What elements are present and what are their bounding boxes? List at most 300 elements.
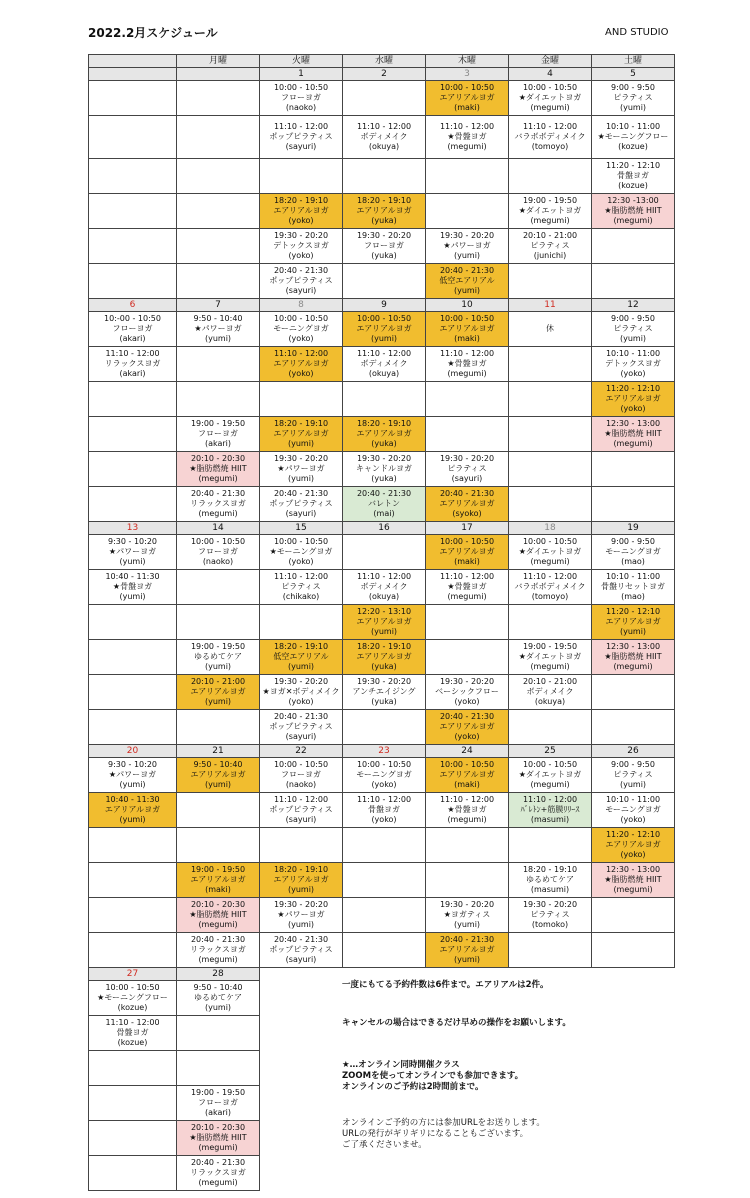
slot-row	[89, 347, 675, 382]
class-name: ★脂肪燃焼 HIIT	[189, 910, 247, 919]
empty-cell	[177, 793, 260, 828]
class-name: ★パワーヨガ	[277, 464, 325, 473]
date-cell: 3	[426, 68, 509, 81]
empty-cell	[509, 347, 592, 382]
class-instructor: (yoko)	[288, 369, 314, 378]
slot-row	[89, 535, 675, 570]
class-instructor: (mao)	[621, 592, 645, 601]
class-time: 9:50 - 10:40	[193, 983, 243, 992]
class-name: ★脂肪燃焼 HIIT	[604, 206, 662, 215]
class-cell	[509, 570, 592, 605]
empty-cell	[509, 417, 592, 452]
class-name: ★モーニングフロー	[597, 132, 669, 141]
class-time: 18:20 - 19:10	[356, 419, 412, 428]
class-cell	[177, 1156, 260, 1191]
class-time: 19:30 - 20:20	[356, 231, 412, 240]
class-time: 19:30 - 20:20	[439, 677, 495, 686]
class-instructor: (megumi)	[198, 474, 238, 483]
class-instructor: (junichi)	[533, 251, 567, 260]
class-cell	[592, 194, 675, 229]
class-cell	[592, 81, 675, 116]
empty-cell	[89, 417, 177, 452]
class-time: 20:10 - 21:00	[522, 677, 578, 686]
class-time: 10:00 - 10:50	[356, 314, 412, 323]
class-instructor: (yoko)	[620, 369, 646, 378]
class-instructor: (yumi)	[619, 780, 647, 789]
class-name: エアリアルヨガ	[439, 722, 495, 731]
class-cell	[260, 758, 343, 793]
slot-row	[89, 382, 675, 417]
slot-row	[89, 487, 675, 522]
class-time: 20:40 - 21:30	[273, 712, 329, 721]
class-instructor: (yoko)	[288, 697, 314, 706]
class-name: モーニングヨガ	[605, 805, 661, 814]
class-name: ★パワーヨガ	[443, 241, 491, 250]
class-instructor: (megumi)	[613, 662, 653, 671]
empty-cell	[343, 898, 426, 933]
class-cell	[509, 675, 592, 710]
notes-panel	[260, 968, 675, 1178]
empty-cell	[592, 452, 675, 487]
class-cell	[592, 605, 675, 640]
class-instructor: (mao)	[621, 557, 645, 566]
class-name: エアリアルヨガ	[605, 394, 661, 403]
class-instructor: (okuya)	[368, 369, 400, 378]
class-time: 19:30 - 20:20	[273, 900, 329, 909]
empty-cell	[426, 159, 509, 194]
class-time: 11:10 - 12:00	[356, 572, 412, 581]
class-time: 19:00 - 19:50	[522, 642, 578, 651]
class-time: 10:00 - 10:50	[190, 537, 246, 546]
class-cell	[260, 535, 343, 570]
url-note-2: URLの発行がギリギリになることもございます。	[342, 1129, 529, 1139]
class-cell	[260, 229, 343, 264]
class-time: 20:10 - 20:30	[190, 900, 246, 909]
empty-cell	[177, 116, 260, 159]
class-time: 10:40 - 11:30	[105, 572, 160, 581]
class-instructor: (naoko)	[285, 103, 317, 112]
date-cell: 15	[260, 522, 343, 535]
empty-cell	[177, 1051, 260, 1086]
class-instructor: (megumi)	[198, 920, 238, 929]
class-cell	[89, 758, 177, 793]
class-time: 19:30 - 20:20	[273, 677, 329, 686]
class-time: 11:10 - 12:00	[439, 795, 495, 804]
empty-cell	[343, 264, 426, 299]
class-time: 18:20 - 19:10	[273, 865, 329, 874]
class-time: 20:40 - 21:30	[439, 712, 495, 721]
class-cell	[343, 487, 426, 522]
class-cell	[177, 452, 260, 487]
slot-row	[89, 898, 675, 933]
class-name: ピラティス	[613, 770, 653, 779]
empty-cell	[509, 710, 592, 745]
class-instructor: (megumi)	[447, 142, 487, 151]
class-time: 10:00 - 10:50	[439, 83, 495, 92]
class-name: エアリアルヨガ	[273, 429, 329, 438]
class-time: 19:30 - 20:20	[273, 454, 329, 463]
empty-cell	[592, 264, 675, 299]
class-name: フローヨガ	[281, 770, 321, 779]
class-cell	[89, 347, 177, 382]
class-name: バレトン	[368, 499, 400, 508]
class-instructor: (yuka)	[371, 216, 397, 225]
class-cell	[343, 640, 426, 675]
class-time: 19:30 - 20:20	[356, 454, 412, 463]
date-cell: 10	[426, 299, 509, 312]
class-instructor: (yumi)	[204, 697, 232, 706]
class-name: ボディメイク	[360, 582, 408, 591]
class-name: ★ダイエットヨガ	[518, 770, 582, 779]
empty-cell	[509, 828, 592, 863]
class-instructor: (okuya)	[534, 697, 566, 706]
class-instructor: (kozue)	[117, 1003, 148, 1012]
class-time: 11:10 - 12:00	[273, 572, 329, 581]
class-instructor: (sayuri)	[285, 286, 317, 295]
class-cell	[89, 570, 177, 605]
slot-row	[89, 312, 675, 347]
class-time: 18:20 - 19:10	[356, 642, 412, 651]
class-instructor: (yuka)	[371, 662, 397, 671]
class-instructor: (megumi)	[613, 439, 653, 448]
class-name: アンチエイジング	[352, 687, 416, 696]
slot-row	[89, 116, 675, 159]
class-instructor: (yumi)	[370, 627, 398, 636]
class-name: ﾊﾞﾚﾄﾝ+筋膜ﾘﾘｰｽ	[520, 805, 580, 814]
class-time: 11:10 - 12:00	[522, 795, 578, 804]
class-cell	[343, 605, 426, 640]
empty-cell	[426, 863, 509, 898]
empty-cell	[509, 382, 592, 417]
class-name: リラックスヨガ	[104, 359, 161, 368]
class-name: 低空エアリアル	[273, 652, 329, 661]
class-name: エアリアルヨガ	[439, 547, 495, 556]
empty-cell	[592, 898, 675, 933]
slot-row	[89, 828, 675, 863]
class-instructor: (naoko)	[202, 557, 234, 566]
class-instructor: (maki)	[454, 780, 480, 789]
reservation-limit-note: 一度にもてる予約件数は6件まで。エアリアルは2件。	[342, 980, 549, 990]
class-instructor: (maki)	[205, 885, 231, 894]
class-time: 20:10 - 20:30	[190, 1123, 246, 1132]
class-time: 19:30 - 20:20	[439, 231, 495, 240]
weekday-header-cell: 水曜	[343, 55, 426, 68]
class-instructor: (kozue)	[618, 181, 648, 190]
empty-cell	[89, 863, 177, 898]
class-name: エアリアルヨガ	[439, 93, 495, 102]
class-time: 11:10 - 12:00	[356, 349, 412, 358]
date-cell: 23	[343, 745, 426, 758]
empty-cell	[260, 382, 343, 417]
class-cell	[426, 793, 509, 828]
empty-cell	[177, 264, 260, 299]
class-name: エアリアルヨガ	[439, 770, 495, 779]
class-instructor: (yumi)	[204, 1003, 232, 1012]
class-time: 10:00 - 10:50	[439, 537, 495, 546]
empty-cell	[177, 605, 260, 640]
class-cell	[509, 116, 592, 159]
empty-cell	[177, 194, 260, 229]
class-cell	[592, 116, 675, 159]
class-instructor: (megumi)	[530, 103, 570, 112]
class-name: ★骨盤ヨガ	[112, 582, 153, 591]
empty-cell	[89, 487, 177, 522]
schedule-table	[88, 54, 675, 1191]
class-name: フローヨガ	[112, 324, 153, 333]
class-instructor: (maki)	[454, 557, 480, 566]
empty-cell	[89, 1156, 177, 1191]
class-name: ゆるめてケア	[194, 652, 242, 661]
class-name: ★脂肪燃焼 HIIT	[604, 875, 662, 884]
date-row	[89, 522, 675, 535]
slot-row	[89, 264, 675, 299]
class-name: エアリアルヨガ	[356, 652, 412, 661]
class-cell	[89, 793, 177, 828]
class-time: 19:00 - 19:50	[190, 865, 246, 874]
class-time: 19:30 - 20:20	[439, 454, 495, 463]
class-time: 20:40 - 21:30	[273, 935, 329, 944]
date-cell: 5	[592, 68, 675, 81]
class-instructor: (yumi)	[204, 662, 232, 671]
slot-row	[89, 863, 675, 898]
slot-row	[89, 81, 675, 116]
class-instructor: (naoko)	[285, 780, 317, 789]
class-time: 10:10 - 11:00	[605, 349, 661, 358]
class-name: ベーシックフロー	[435, 687, 499, 696]
class-cell	[177, 487, 260, 522]
class-cell	[509, 793, 592, 828]
empty-cell	[177, 828, 260, 863]
url-note-1: オンラインご予約の方には参加URLをお送りします。	[342, 1118, 545, 1128]
empty-cell	[89, 933, 177, 968]
date-row	[89, 745, 675, 758]
class-time: 9:30 - 10:20	[108, 760, 157, 769]
class-name: ボディメイク	[526, 687, 574, 696]
class-instructor: (okuya)	[368, 592, 400, 601]
class-cell	[343, 116, 426, 159]
class-name: ピラティス	[447, 464, 487, 473]
class-cell	[343, 194, 426, 229]
class-time: 10:00 - 10:50	[522, 83, 578, 92]
slot-row	[89, 194, 675, 229]
slot-row	[89, 570, 675, 605]
empty-cell	[89, 229, 177, 264]
class-name: エアリアルヨガ	[605, 617, 661, 626]
class-cell	[260, 793, 343, 828]
class-instructor: (chikako)	[282, 592, 320, 601]
class-time: 11:10 - 12:00	[439, 349, 495, 358]
class-time: 20:10 - 21:00	[522, 231, 578, 240]
class-instructor: (sayuri)	[285, 955, 317, 964]
class-time: 11:10 - 12:00	[105, 1018, 160, 1027]
date-cell: 19	[592, 522, 675, 535]
class-instructor: (yumi)	[119, 815, 146, 824]
class-name: リラックスヨガ	[190, 499, 246, 508]
empty-cell	[343, 159, 426, 194]
class-instructor: (syoko)	[452, 509, 482, 518]
class-cell	[509, 898, 592, 933]
class-cell	[426, 81, 509, 116]
class-cell	[426, 710, 509, 745]
class-instructor: (yumi)	[119, 592, 146, 601]
class-time: 11:20 - 12:10	[605, 384, 661, 393]
class-instructor: (megumi)	[447, 815, 487, 824]
empty-cell	[89, 1086, 177, 1121]
class-name: ★パワーヨガ	[108, 547, 157, 556]
class-cell	[426, 347, 509, 382]
class-time: 10:00 - 10:50	[273, 760, 329, 769]
class-name: ゆるめてケア	[526, 875, 574, 884]
class-time: 20:40 - 21:30	[190, 489, 246, 498]
online-deadline-note: オンラインのご予約は2時間前まで。	[342, 1082, 484, 1092]
slot-row	[89, 933, 675, 968]
class-time: 11:10 - 12:00	[273, 122, 329, 131]
class-name: デトックスヨガ	[605, 359, 661, 368]
class-name: エアリアルヨガ	[190, 875, 246, 884]
class-time: 9:00 - 9:50	[611, 760, 655, 769]
class-cell	[177, 640, 260, 675]
class-cell	[426, 758, 509, 793]
class-time: 9:00 - 9:50	[611, 314, 655, 323]
class-cell	[592, 828, 675, 863]
class-time: 11:10 - 12:00	[439, 572, 495, 581]
empty-cell	[426, 640, 509, 675]
empty-cell	[592, 675, 675, 710]
class-name: エアリアルヨガ	[356, 206, 412, 215]
class-instructor: (yoko)	[620, 815, 646, 824]
class-time: 9:50 - 10:40	[193, 314, 243, 323]
class-time: 12:30 - 13:00	[605, 865, 661, 874]
class-name: ★脂肪燃焼 HIIT	[604, 652, 662, 661]
class-time: 9:30 - 10:20	[108, 537, 157, 546]
class-name: エアリアルヨガ	[439, 499, 495, 508]
date-cell: 17	[426, 522, 509, 535]
class-cell	[426, 116, 509, 159]
class-cell	[426, 452, 509, 487]
class-name: ★ダイエットヨガ	[518, 206, 582, 215]
class-instructor: (yoko)	[288, 557, 314, 566]
empty-cell	[509, 487, 592, 522]
class-name: エアリアルヨガ	[104, 805, 161, 814]
notes-cell	[260, 968, 675, 1191]
class-cell	[592, 863, 675, 898]
class-name: ポップピラティス	[269, 276, 333, 285]
class-instructor: (yumi)	[287, 662, 315, 671]
class-name: リラックスヨガ	[190, 945, 246, 954]
slot-row	[89, 675, 675, 710]
slot-row	[89, 640, 675, 675]
class-instructor: (megumi)	[447, 592, 487, 601]
class-cell	[177, 675, 260, 710]
class-cell	[592, 312, 675, 347]
class-name: ★骨盤ヨガ	[447, 805, 487, 814]
class-time: 12:30 - 13:00	[605, 642, 661, 651]
class-name: エアリアルヨガ	[605, 840, 661, 849]
slot-row	[89, 793, 675, 828]
class-instructor: (megumi)	[613, 885, 653, 894]
class-cell	[89, 312, 177, 347]
class-cell	[260, 417, 343, 452]
class-instructor: (yumi)	[119, 557, 146, 566]
class-time: 10:00 - 10:50	[522, 760, 578, 769]
class-name: ピラティス	[613, 93, 653, 102]
class-name: 骨盤リセットヨガ	[601, 582, 665, 591]
class-instructor: (sayuri)	[451, 474, 483, 483]
empty-cell	[177, 347, 260, 382]
class-time: 12:30 -13:00	[607, 196, 659, 205]
date-cell: 21	[177, 745, 260, 758]
class-instructor: (megumi)	[447, 369, 487, 378]
date-cell: 27	[89, 968, 177, 981]
class-time: 20:40 - 21:30	[190, 935, 246, 944]
class-instructor: (megumi)	[198, 1178, 238, 1187]
empty-cell	[426, 417, 509, 452]
class-name: ポップピラティス	[269, 805, 333, 814]
class-time: 11:10 - 12:00	[356, 122, 412, 131]
page-title: 2022.2月スケジュール	[88, 26, 218, 40]
weekday-header-cell: 土曜	[592, 55, 675, 68]
empty-cell	[509, 605, 592, 640]
class-name: エアリアルヨガ	[356, 324, 412, 333]
date-cell	[177, 68, 260, 81]
empty-cell	[343, 828, 426, 863]
class-cell	[260, 194, 343, 229]
class-time: 18:20 - 19:10	[273, 419, 329, 428]
class-time: 9:00 - 9:50	[611, 537, 655, 546]
empty-cell	[343, 382, 426, 417]
class-cell	[177, 1121, 260, 1156]
class-cell	[592, 417, 675, 452]
class-name: ★脂肪燃焼 HIIT	[189, 464, 247, 473]
class-name: ポップピラティス	[269, 132, 333, 141]
class-instructor: (akari)	[204, 1108, 232, 1117]
class-time: 19:30 - 20:20	[439, 900, 495, 909]
class-name: ★脂肪燃焼 HIIT	[604, 429, 662, 438]
class-time: 19:30 - 20:20	[522, 900, 578, 909]
class-name: ポップピラティス	[269, 499, 333, 508]
class-time: 10:10 - 11:00	[605, 122, 661, 131]
class-name: フローヨガ	[198, 1098, 238, 1107]
class-cell	[343, 570, 426, 605]
class-cell	[343, 793, 426, 828]
class-cell	[260, 487, 343, 522]
class-time: 20:40 - 21:30	[439, 266, 495, 275]
class-time: 11:10 - 12:00	[356, 795, 412, 804]
class-instructor: (maki)	[454, 334, 480, 343]
empty-cell	[260, 605, 343, 640]
date-cell: 6	[89, 299, 177, 312]
class-instructor: (yumi)	[619, 334, 647, 343]
class-cell	[592, 159, 675, 194]
class-instructor: (yumi)	[453, 920, 481, 929]
class-instructor: (yumi)	[204, 780, 232, 789]
class-instructor: (mai)	[373, 509, 395, 518]
date-cell: 24	[426, 745, 509, 758]
class-time: 11:10 - 12:00	[105, 349, 160, 358]
class-time: 10:00 - 10:50	[273, 537, 329, 546]
slot-row	[89, 417, 675, 452]
empty-cell	[509, 159, 592, 194]
class-cell	[426, 264, 509, 299]
class-name: 骨盤ヨガ	[368, 805, 400, 814]
cancel-note: キャンセルの場合はできるだけ早めの操作をお願いします。	[342, 1018, 571, 1028]
empty-cell	[426, 382, 509, 417]
class-instructor: (yumi)	[370, 334, 398, 343]
class-time: 12:20 - 13:10	[356, 607, 412, 616]
weekday-header-cell	[89, 55, 177, 68]
class-name: エアリアルヨガ	[190, 770, 246, 779]
empty-cell	[509, 452, 592, 487]
